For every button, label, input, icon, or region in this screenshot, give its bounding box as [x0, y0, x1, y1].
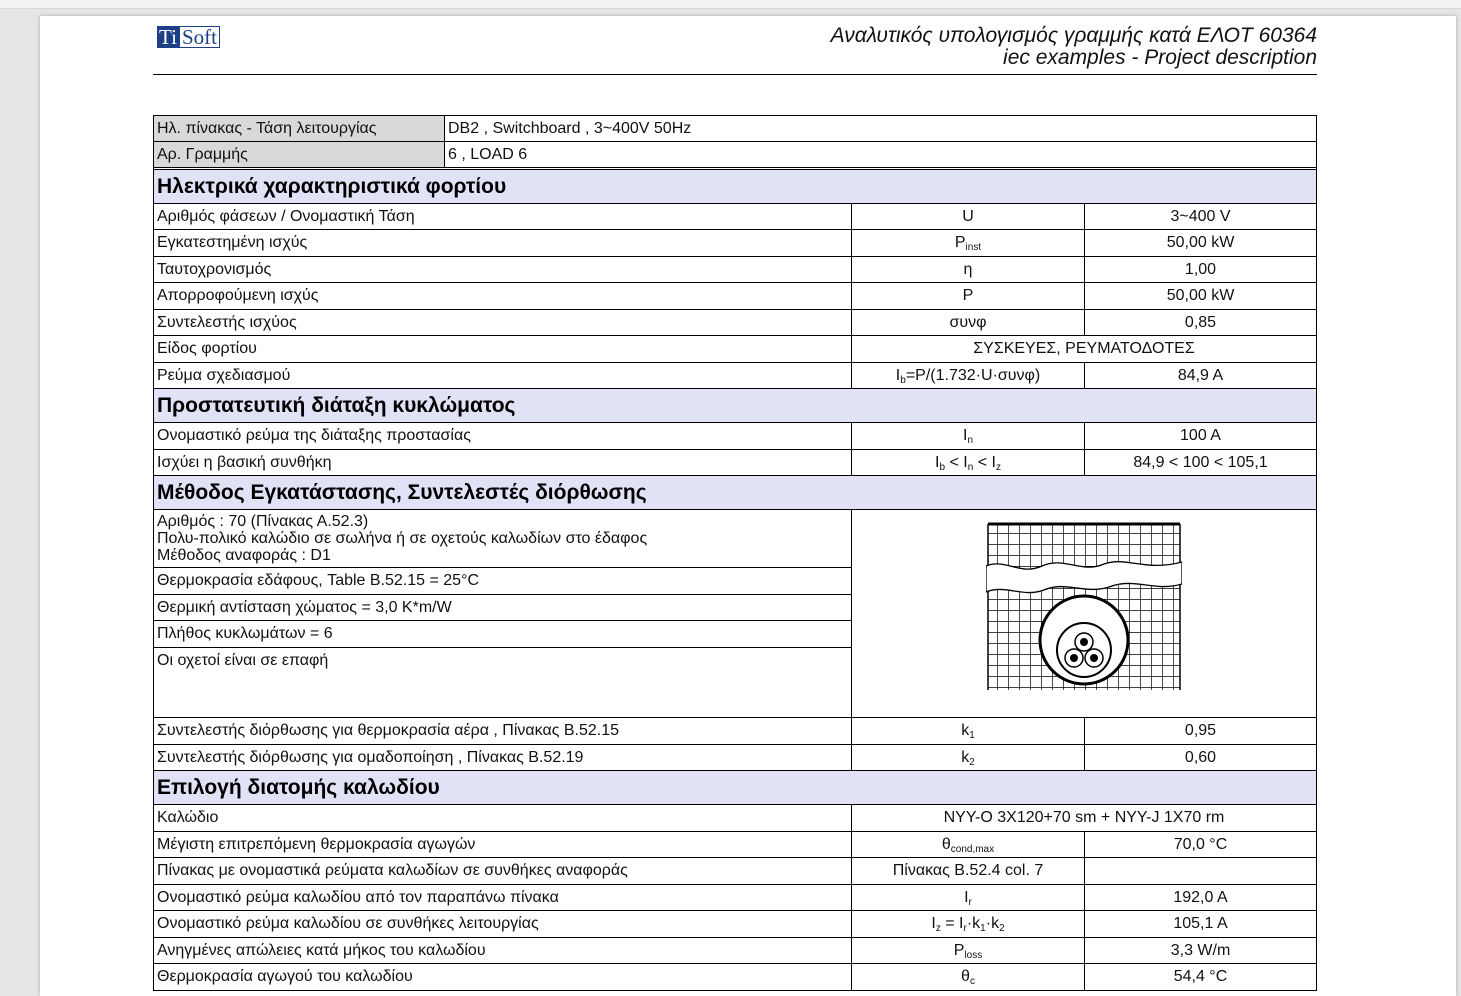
row-label: Αρ. Γραμμής [154, 142, 445, 168]
row-value: ΣΥΣΚΕΥΕΣ, ΡΕΥΜΑΤΟΔΟΤΕΣ [973, 340, 1195, 357]
row-value: DB2 , Switchboard , 3~400V 50Hz [448, 120, 692, 137]
line-info-table [153, 115, 1317, 168]
table-row [153, 964, 1317, 991]
row-value [1085, 858, 1316, 884]
table-row [153, 805, 1317, 832]
row-value: 105,1 A [1173, 915, 1228, 932]
table-row [153, 257, 1317, 284]
row-value: 0,85 [1184, 313, 1217, 331]
section-heading-electrical: Ηλεκτρικά χαρακτηριστικά φορτίου [153, 170, 1317, 204]
row-value: 3~400 V [1170, 207, 1231, 225]
row-value: 6 , LOAD 6 [448, 145, 528, 163]
calculation-report [153, 115, 1317, 991]
row-value: 50,00 kW [1166, 287, 1235, 304]
row-symbol: $P_{loss}$ [852, 938, 1085, 964]
section-heading-protection: Προστατευτική διάταξη κυκλώματος [153, 389, 1317, 423]
table-row [153, 718, 1317, 745]
row-label: Πίνακας με ονομαστικά ρεύματα καλωδίων σε συνθήκες αναφοράς [154, 858, 852, 884]
row-label: Ταυτοχρονισμός [154, 257, 852, 283]
table-row [153, 938, 1317, 965]
row-value: 70,0 °C [1173, 835, 1228, 853]
row-label: Συντελεστής διόρθωσης για ομαδοποίηση , Πίνακας Β.52.19 [154, 745, 852, 771]
document-subtitle: iec examples - Project description [1003, 46, 1317, 69]
row-value: 0,60 [1184, 748, 1217, 766]
row-label: Συντελεστής διόρθωσης για θερμοκρασία αέρα , Πίνακας Β.52.15 [154, 718, 852, 744]
row-label: Ονομαστικό ρεύμα καλωδίου σε συνθήκες λειτουργίας [154, 911, 852, 937]
row-value: 50,00 kW [1166, 234, 1235, 251]
row-symbol: συνφ [852, 310, 1085, 336]
section-heading-cable: Επιλογή διατομής καλωδίου [153, 771, 1317, 805]
row-symbol: $k_1$ [852, 718, 1085, 744]
table-row [153, 336, 1317, 363]
row-value: 54,4 °C [1173, 968, 1228, 985]
table-row [153, 142, 1317, 169]
row-label: Θερμοκρασία αγωγού του καλωδίου [154, 964, 852, 990]
table-row [153, 885, 1317, 912]
row-label: Ανηγμένες απώλειες κατά μήκος του καλωδίου [154, 938, 852, 964]
table-row [153, 450, 1317, 477]
table-row [153, 858, 1317, 885]
table-row [153, 115, 1317, 142]
row-value: 84,9 A [1177, 366, 1224, 384]
row-value: 100 A [1180, 427, 1221, 444]
row-value: 84,9 < 100 < 105,1 [1133, 453, 1268, 471]
logo-soft: Soft [179, 26, 220, 48]
installation-diagram [852, 510, 1316, 717]
circuit-count: Πλήθος κυκλωμάτων = 6 [154, 621, 851, 648]
method-description: Αριθμός : 70 (Πίνακας Α.52.3) Πολυ-πολικό καλώδιο σε σωλήνα ή σε οχετούς καλωδίων στο έδαφος Μέθοδος αναφοράς : D1 [154, 510, 851, 568]
table-row [153, 310, 1317, 337]
table-row [153, 230, 1317, 257]
row-label: Ονομαστικό ρεύμα καλωδίου από τον παραπάνω πίνακα [154, 885, 852, 911]
row-symbol: $I_b < I_n < I_z$ [852, 450, 1085, 476]
soil-temperature: Θερμοκρασία εδάφους, Table B.52.15 = 25°C [154, 568, 851, 595]
row-label: Είδος φορτίου [154, 336, 852, 362]
table-row [153, 423, 1317, 450]
row-symbol: $\theta_{cond,max}$ [852, 832, 1085, 858]
table-row [153, 363, 1317, 390]
row-symbol: $I_b=P/(1.732\cdot U\cdot\sigma\upsilon\nu\varphi)$ [852, 363, 1085, 389]
row-value: 0,95 [1184, 722, 1217, 739]
soil-thermal-resistance: Θερμική αντίσταση χώματος = 3,0 K*m/W [154, 595, 851, 622]
duct-contact: Οι οχετοί είναι σε επαφή [157, 651, 329, 669]
table-row [153, 283, 1317, 310]
row-label: Καλώδιο [154, 805, 852, 831]
row-symbol: $I_z = I_r\cdot k_1\cdot k_2$ [852, 911, 1085, 937]
row-symbol: $P_{inst}$ [852, 230, 1085, 256]
row-symbol: P [852, 283, 1085, 309]
document-page [40, 16, 1456, 996]
table-row [153, 911, 1317, 938]
row-symbol: $k_2$ [852, 745, 1085, 771]
row-symbol: U [852, 204, 1085, 230]
table-row [153, 204, 1317, 231]
row-symbol: $I_r$ [852, 885, 1085, 911]
row-label: Απορροφούμενη ισχύς [154, 283, 852, 309]
table-row [153, 832, 1317, 859]
logo-ti: Ti [159, 25, 177, 49]
row-label: Ρεύμα σχεδιασμού [154, 363, 852, 389]
row-symbol: $\theta_c$ [852, 964, 1085, 990]
installation-method-details [154, 510, 852, 717]
row-symbol: $I_n$ [852, 423, 1085, 449]
row-value: NYY-O 3X120+70 sm + NYY-J 1X70 rm [943, 809, 1225, 826]
row-label: Ηλ. πίνακας - Τάση λειτουργίας [154, 116, 445, 141]
row-label: Αριθμός φάσεων / Ονομαστική Τάση [154, 204, 852, 230]
row-label: Ισχύει η βασική συνθήκη [154, 450, 852, 476]
row-label: Εγκατεστημένη ισχύς [154, 230, 852, 256]
table-row [153, 745, 1317, 772]
header-rule [153, 74, 1317, 75]
document-title: Αναλυτικός υπολογισμός γραμμής κατά ΕΛΟΤ 60364 [830, 24, 1317, 47]
cable-in-duct-diagram [986, 522, 1182, 692]
row-label: Ονομαστικό ρεύμα της διάταξης προστασίας [154, 423, 852, 449]
row-label: Συντελεστής ισχύος [154, 310, 852, 336]
tisoft-logo [157, 26, 220, 48]
row-value: 1,00 [1184, 260, 1217, 278]
viewer-top-bar [0, 0, 1461, 9]
row-value: 3,3 W/m [1170, 941, 1231, 959]
section-heading-method: Μέθοδος Εγκατάστασης, Συντελεστές διόρθωσης [153, 476, 1317, 510]
row-label: Μέγιστη επιτρεπόμενη θερμοκρασία αγωγών [154, 832, 852, 858]
installation-method-block [153, 510, 1317, 718]
row-symbol: Πίνακας B.52.4 col. 7 [852, 858, 1085, 884]
row-value: 192,0 A [1173, 888, 1228, 906]
row-symbol: η [852, 257, 1085, 283]
